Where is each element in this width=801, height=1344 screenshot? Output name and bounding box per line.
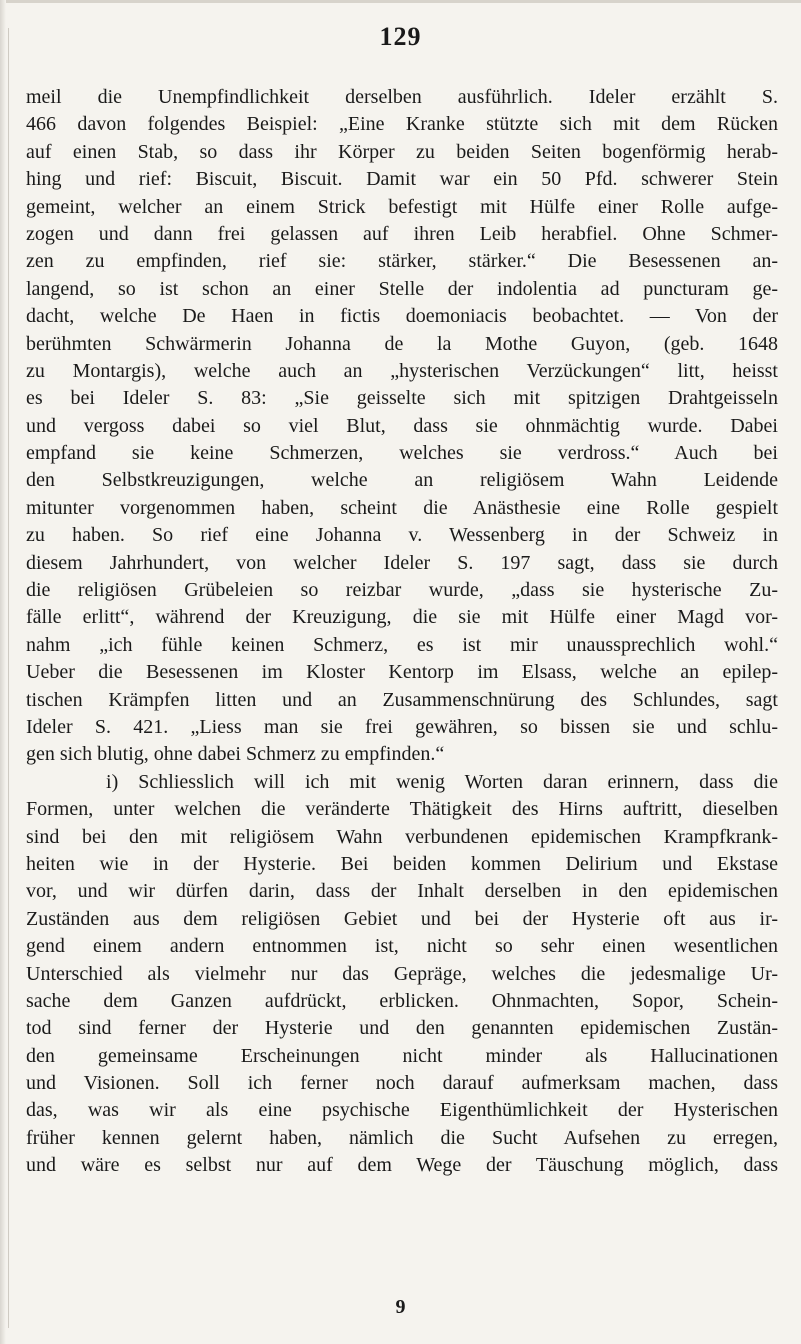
text-line: gen sich blutig, ohne dabei Schmerz zu empfinden.“ xyxy=(26,743,445,766)
text-line: und wäre es selbst nur auf dem Wege der Täuschung möglich, dass xyxy=(26,1154,778,1177)
text-line: berühmten Schwärmerin Johanna de la Mothe Guyon, (geb. 1648 xyxy=(26,332,778,355)
text-line: und Visionen. Soll ich ferner noch darauf aufmerksam machen, dass xyxy=(26,1072,778,1095)
text-line: zu Montargis), welche auch an „hysterischen Verzückungen“ litt, heisst xyxy=(26,359,778,382)
text-line: gend einem andern entnommen ist, nicht so sehr einen wesentlichen xyxy=(26,935,778,958)
top-edge xyxy=(0,0,801,3)
text-line: hing und rief: Biscuit, Biscuit. Damit war ein 50 Pfd. schwerer Stein xyxy=(26,168,778,191)
text-line: dacht, welche De Haen in fictis doemoniacis beobachtet. — Von der xyxy=(26,305,778,328)
text-line: Zuständen aus dem religiösen Gebiet und bei der Hysterie oft aus ir- xyxy=(26,907,778,930)
text-line: Formen, unter welchen die veränderte Thätigkeit des Hirns auftritt, dieselben xyxy=(26,798,778,821)
text-line: früher kennen gelernt haben, nämlich die Sucht Aufsehen zu erregen, xyxy=(26,1126,778,1149)
text-line: diesem Jahrhundert, von welcher Ideler S. 197 sagt, dass sie durch xyxy=(26,551,778,574)
text-line: fälle erlitt“, während der Kreuzigung, die sie mit Hülfe einer Magd vor- xyxy=(26,606,778,629)
body-text xyxy=(26,84,778,1180)
text-line: die religiösen Grübeleien so reizbar wurde, „dass sie hysterische Zu- xyxy=(26,579,778,602)
text-line: den gemeinsame Erscheinungen nicht minder als Hallucinationen xyxy=(26,1044,778,1067)
text-line: mitunter vorgenommen haben, scheint die Anästhesie eine Rolle gespielt xyxy=(26,496,778,519)
paragraph xyxy=(26,769,778,1180)
text-line: empfand sie keine Schmerzen, welches sie verdross.“ Auch bei xyxy=(26,442,778,465)
text-line: gemeint, welcher an einem Strick befestigt mit Hülfe einer Rolle aufge- xyxy=(26,195,778,218)
text-line: den Selbstkreuzigungen, welche an religiösem Wahn Leidende xyxy=(26,469,778,492)
signature-mark: 9 xyxy=(395,1296,406,1318)
text-line: vor, und wir dürfen darin, dass der Inhalt derselben in den epidemischen xyxy=(26,880,778,903)
page-spine-shadow xyxy=(0,0,6,1344)
text-line: i) Schliesslich will ich mit wenig Worten daran erinnern, dass die xyxy=(26,770,778,793)
text-line: Ideler S. 421. „Liess man sie frei gewähren, so bissen sie und schlu- xyxy=(26,715,778,738)
page-gutter-line xyxy=(8,28,9,1328)
page-number: 129 xyxy=(379,22,422,51)
text-line: Unterschied als vielmehr nur das Gepräge, welches die jedesmalige Ur- xyxy=(26,962,778,985)
text-line: nahm „ich fühle keinen Schmerz, es ist mir unaussprechlich wohl.“ xyxy=(26,633,778,656)
text-line: das, was wir als eine psychische Eigenthümlichkeit der Hysterischen xyxy=(26,1099,778,1122)
text-line: und vergoss dabei so viel Blut, dass sie ohnmächtig wurde. Dabei xyxy=(26,414,778,437)
text-line: 466 davon folgendes Beispiel: „Eine Kranke stützte sich mit dem Rücken xyxy=(26,113,778,136)
text-line: tischen Krämpfen litten und an Zusammenschnürung des Schlundes, sagt xyxy=(26,688,778,711)
text-line: es bei Ideler S. 83: „Sie geisselte sich mit spitzigen Drahtgeisseln xyxy=(26,387,778,410)
paragraph xyxy=(26,84,778,769)
text-line: sind bei den mit religiösem Wahn verbundenen epidemischen Krampfkrank- xyxy=(26,825,778,848)
text-line: meil die Unempfindlichkeit derselben ausführlich. Ideler erzählt S. xyxy=(26,86,778,108)
text-line: Ueber die Besessenen im Kloster Kentorp im Elsass, welche an epilep- xyxy=(26,661,778,684)
text-line: heiten wie in der Hysterie. Bei beiden kommen Delirium und Ekstase xyxy=(26,852,778,875)
text-line: zogen und dann frei gelassen auf ihren Leib herabfiel. Ohne Schmer- xyxy=(26,222,778,245)
text-line: auf einen Stab, so dass ihr Körper zu beiden Seiten bogenförmig herab- xyxy=(26,140,778,163)
text-line: tod sind ferner der Hysterie und den genannten epidemischen Zustän- xyxy=(26,1017,778,1040)
text-line: langend, so ist schon an einer Stelle der indolentia ad puncturam ge- xyxy=(26,277,778,300)
text-line: zu haben. So rief eine Johanna v. Wessenberg in der Schweiz in xyxy=(26,524,778,547)
text-line: sache dem Ganzen aufdrückt, erblicken. Ohnmachten, Sopor, Schein- xyxy=(26,989,778,1012)
text-line: zen zu empfinden, rief sie: stärker, stärker.“ Die Besessenen an- xyxy=(26,250,778,273)
